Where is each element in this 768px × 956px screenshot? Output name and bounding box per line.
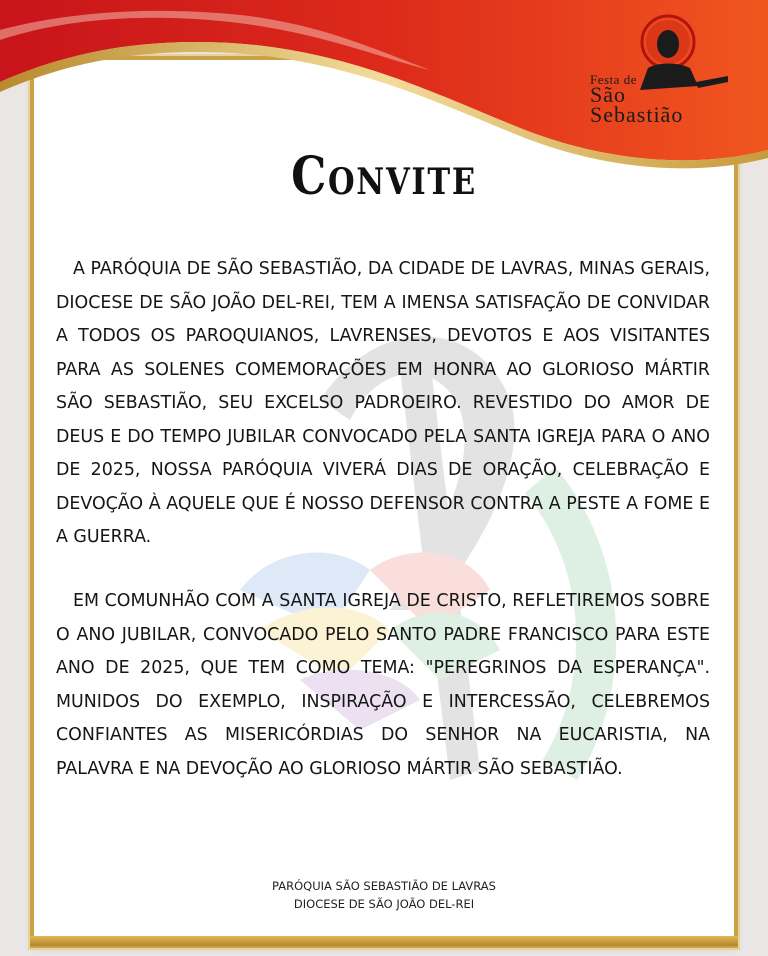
footer-parish-name: PARÓQUIA SÃO SEBASTIÃO DE LAVRAS bbox=[272, 879, 496, 893]
logo-text-sebastiao: Sebastião bbox=[590, 102, 684, 127]
footer-diocese-name: DIOCESE DE SÃO JOÃO DEL-REI bbox=[293, 897, 475, 911]
invitation-paragraph-1: A PARÓQUIA DE SÃO SEBASTIÃO, DA CIDADE DE LAVRAS, MINAS GERAIS, DIOCESE DE SÃO JOÃO DEL-REI, TEM A IMENSA SATISFAÇÃO DE CONVIDAR A TODOS OS PAROQUIANOS, LAVRENSES, DEVOTOS E AOS VISITANTES PARA AS SOLENES COMEMORAÇÕES EM HONRA AO GLORIOSO MÁRTIR SÃO SEBASTIÃO, SEU EXCELSO PADROEIRO. REVESTIDO DO AMOR DE DEUS E DO TEMPO JUBILAR CONVOCADO PELA SANTA IGREJA PARA O ANO DE 2025, NOSSA PARÓQUIA VIVERÁ DIAS DE ORAÇÃO, CELEBRAÇÃO E DEVOÇÃO À AQUELE QUE É NOSSO DEFENSOR CONTRA A PESTE A FOME E A GUERRA. bbox=[56, 259, 710, 547]
invitation-paragraph-2: EM COMUNHÃO COM A SANTA IGREJA DE CRISTO, REFLETIREMOS SOBRE O ANO JUBILAR, CONVOCADO PELO SANTO PADRE FRANCISCO PARA ESTE ANO DE 2025, QUE TEM COMO TEMA: "PEREGRINOS DA ESPERANÇA". MUNIDOS DO EXEMPLO, INSPIRAÇÃO E INTERCESSÃO, CELEBREMOS CONFIANTES AS MISERICÓRDIAS DO SENHOR NA EUCARISTIA, NA PALAVRA E NA DEVOÇÃO AO GLORIOSO MÁRTIR SÃO SEBASTIÃO. bbox=[56, 591, 710, 779]
logo-text-sao: São bbox=[590, 82, 626, 107]
page-title: Convite bbox=[291, 146, 477, 207]
logo-text-festa-de: Festa de bbox=[590, 72, 637, 87]
bottom-gold-bar bbox=[30, 936, 738, 946]
